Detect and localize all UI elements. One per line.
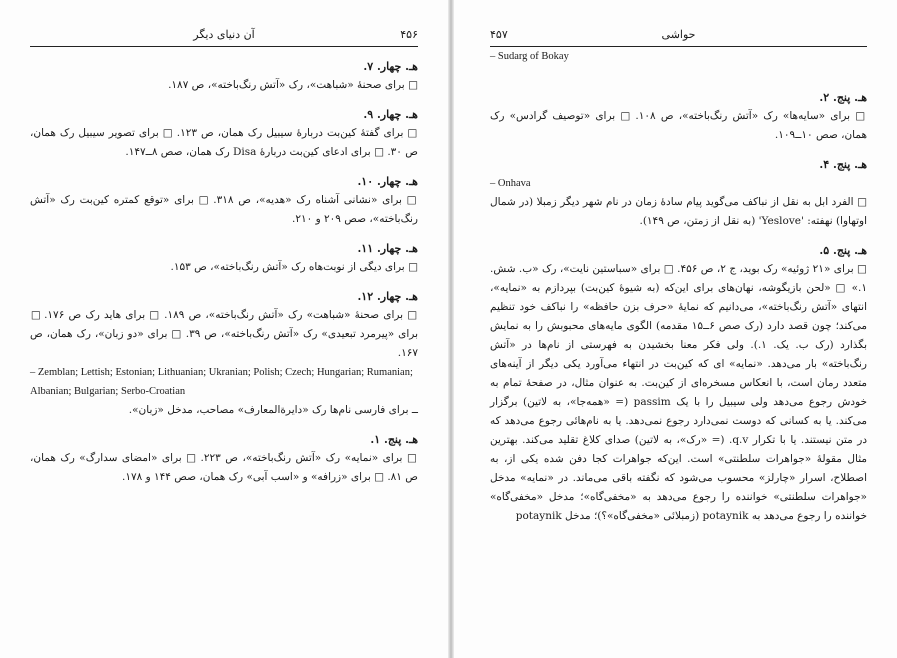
left-page-content (30, 57, 418, 487)
left-page-header (30, 28, 418, 47)
latin-gloss: – Onhava (490, 178, 531, 189)
note-heading: هـ. چهار. ۱۲. (357, 290, 418, 303)
right-page (454, 0, 897, 658)
note-text: □ برای گفتهٔ کین‌بت دربارهٔ سیبیل رک همان، ص ۱۲۳. □ برای تصویر سیبیل رک همان، ص ۳۰. □ برای ادعای کین‌بت دربارهٔ Disa رک همان، صص ۸ــ۱۴۷. (30, 127, 419, 158)
right-page-number: ۴۵۷ (490, 28, 508, 41)
note-text: □ برای «سایه‌ها» رک «آتش رنگ‌باخته»، ص ۱۰۸. □ برای «توصیف گرادس» رک همان، صص ۱۰ــ۱۰۹. (490, 110, 867, 141)
note-text: □ برای «نمایه» رک «آتش رنگ‌باخته»، ص ۲۲۳. □ برای «امضای سدارگ» رک همان، ص ۸۱. □ برای «زرافه» و «اسب آبی» رک همان، صص ۱۴۴ و ۱۷۸. (30, 452, 418, 483)
note-text: □ برای «نشانی آشناه رک «هدیه»، ص ۳۱۸. □ برای «توقع کمتره کین‌بت رک «آتش رنگ‌باخته»، صص ۲۰۹ و ۲۱۰. (30, 194, 418, 225)
note-text: □ برای صحنهٔ «شباهت»، رک «آتش رنگ‌باخته»، ص ۱۸۷. (168, 79, 418, 91)
note-heading: هـ. پنج. ۴. (819, 158, 867, 171)
note-heading: هـ. پنج. ۱. (370, 433, 418, 446)
note-heading: هـ. چهار. ۹. (363, 108, 418, 121)
note-heading: هـ. چهار. ۱۰. (357, 175, 418, 188)
note-heading: هـ. پنج. ۲. (819, 91, 867, 104)
note-heading: هـ. پنج. ۵. (819, 244, 867, 257)
note-text: ــ برای فارسی نام‌ها رک «دایرة‌المعارف» مصاحب، مدخل «زبان». (128, 404, 418, 416)
note-text: □ برای «۲۱ ژوئیه» رک بوید، ج ۲، ص ۴۵۶. □ برای «سباستین نایت»، رک «ب. شش. ۱.» □ «لحن بازیگوشه، نهان‌های برای این‌که (به شیوهٔ کین‌بت) بپردازم به «نمایه»، انتهای «آتش رنگ‌باخته»، می‌دانیم که نمایهٔ «حرف بزن حافظه» را نباکف خود تنظیم می‌کند؛ چون قصد دارد (رک صص ۶ــ۱۵ مقدمه) الگوی مایه‌های محبوبش را به نمایش بگذارد (رک ب. یک. ۱.). ولی فکر معنا بخشیدن به فهرستی از نام‌ها در «آتش رنگ‌باخته» بار می‌دهد. «نمایه» ای که کین‌بت در انتهاء می‌آورد یکی دیگر از آینه‌های متعدد رمان است، با انعکاس مسخره‌ای از کین‌بت. به عنوان مثال، در صفحهٔ تمام به خودش رجوع می‌دهد ولی سیبیل را با یک passim (= «همه‌جا»، به لاتین) برگزار می‌کند. یا به کسانی که دوست نمی‌دارد رجوع نمی‌دهد. یا به نام‌هائی رجوع می‌دهد که در متن نیستند. یا با تکرار q.v. (= «رک»، به لاتین) صدای کلاغ تقلید می‌کند. بهترین مثال مقولهٔ «جواهرات سلطنتی» است. این‌که جواهرات کجا دفن شده یکی از، به اصطلاح، اسرار «چارلز» محسوب می‌شود که نگفته باقی می‌ماند. در «نمایه» مدخل «جواهرات سلطنتی» خواننده را رجوع می‌دهد به «مخفی‌گاه»؛ مدخل «مخفی‌گاه» خواننده را رجوع می‌دهد به potaynik (زمبلائی «مخفی‌گاه»؟)؛ مدخل potaynik (490, 263, 868, 522)
note-heading: هـ. چهار. ۱۱. (357, 242, 418, 255)
left-running-title: آن دنیای دیگر (193, 28, 255, 41)
note-heading: هـ. چهار. ۷. (363, 60, 418, 73)
right-running-title: حواشی (661, 28, 696, 41)
language-list: – Zemblan; Lettish; Estonian; Lithuanian; Ukranian; Polish; Czech; Hungarian; Rumanian; Albanian; Bulgarian; Serbo-Croatian (30, 367, 413, 397)
note-text: □ برای صحنهٔ «شباهت» رک «آتش رنگ‌باخته»، ص ۱۸۹. □ برای هاید رک ص ۱۷۶. □ برای «پیرمرد تبعیدی» رک «آتش رنگ‌باخته»، ص ۳۹. □ برای «دو زبان»، رک همان، ص ۱۶۷. (30, 309, 418, 359)
right-page-header (490, 28, 867, 47)
latin-gloss: – Sudarg of Bokay (490, 51, 569, 62)
note-text: □ الفرد ابل به نقل از نباکف می‌گوید پیام سادهٔ زمان در نام شهر دیگر زمبلا (در شمال اوتهاوا) نهفته: 'Yeslove' (به نقل از زمتن، ص ۱۴۹). (490, 196, 867, 227)
left-page-number: ۴۵۶ (400, 28, 418, 41)
right-page-content (490, 47, 867, 526)
left-page (0, 0, 448, 658)
note-text: □ برای دیگی از نوبت‌هاه رک «آتش رنگ‌باخته»، ص ۱۵۳. (170, 261, 418, 273)
